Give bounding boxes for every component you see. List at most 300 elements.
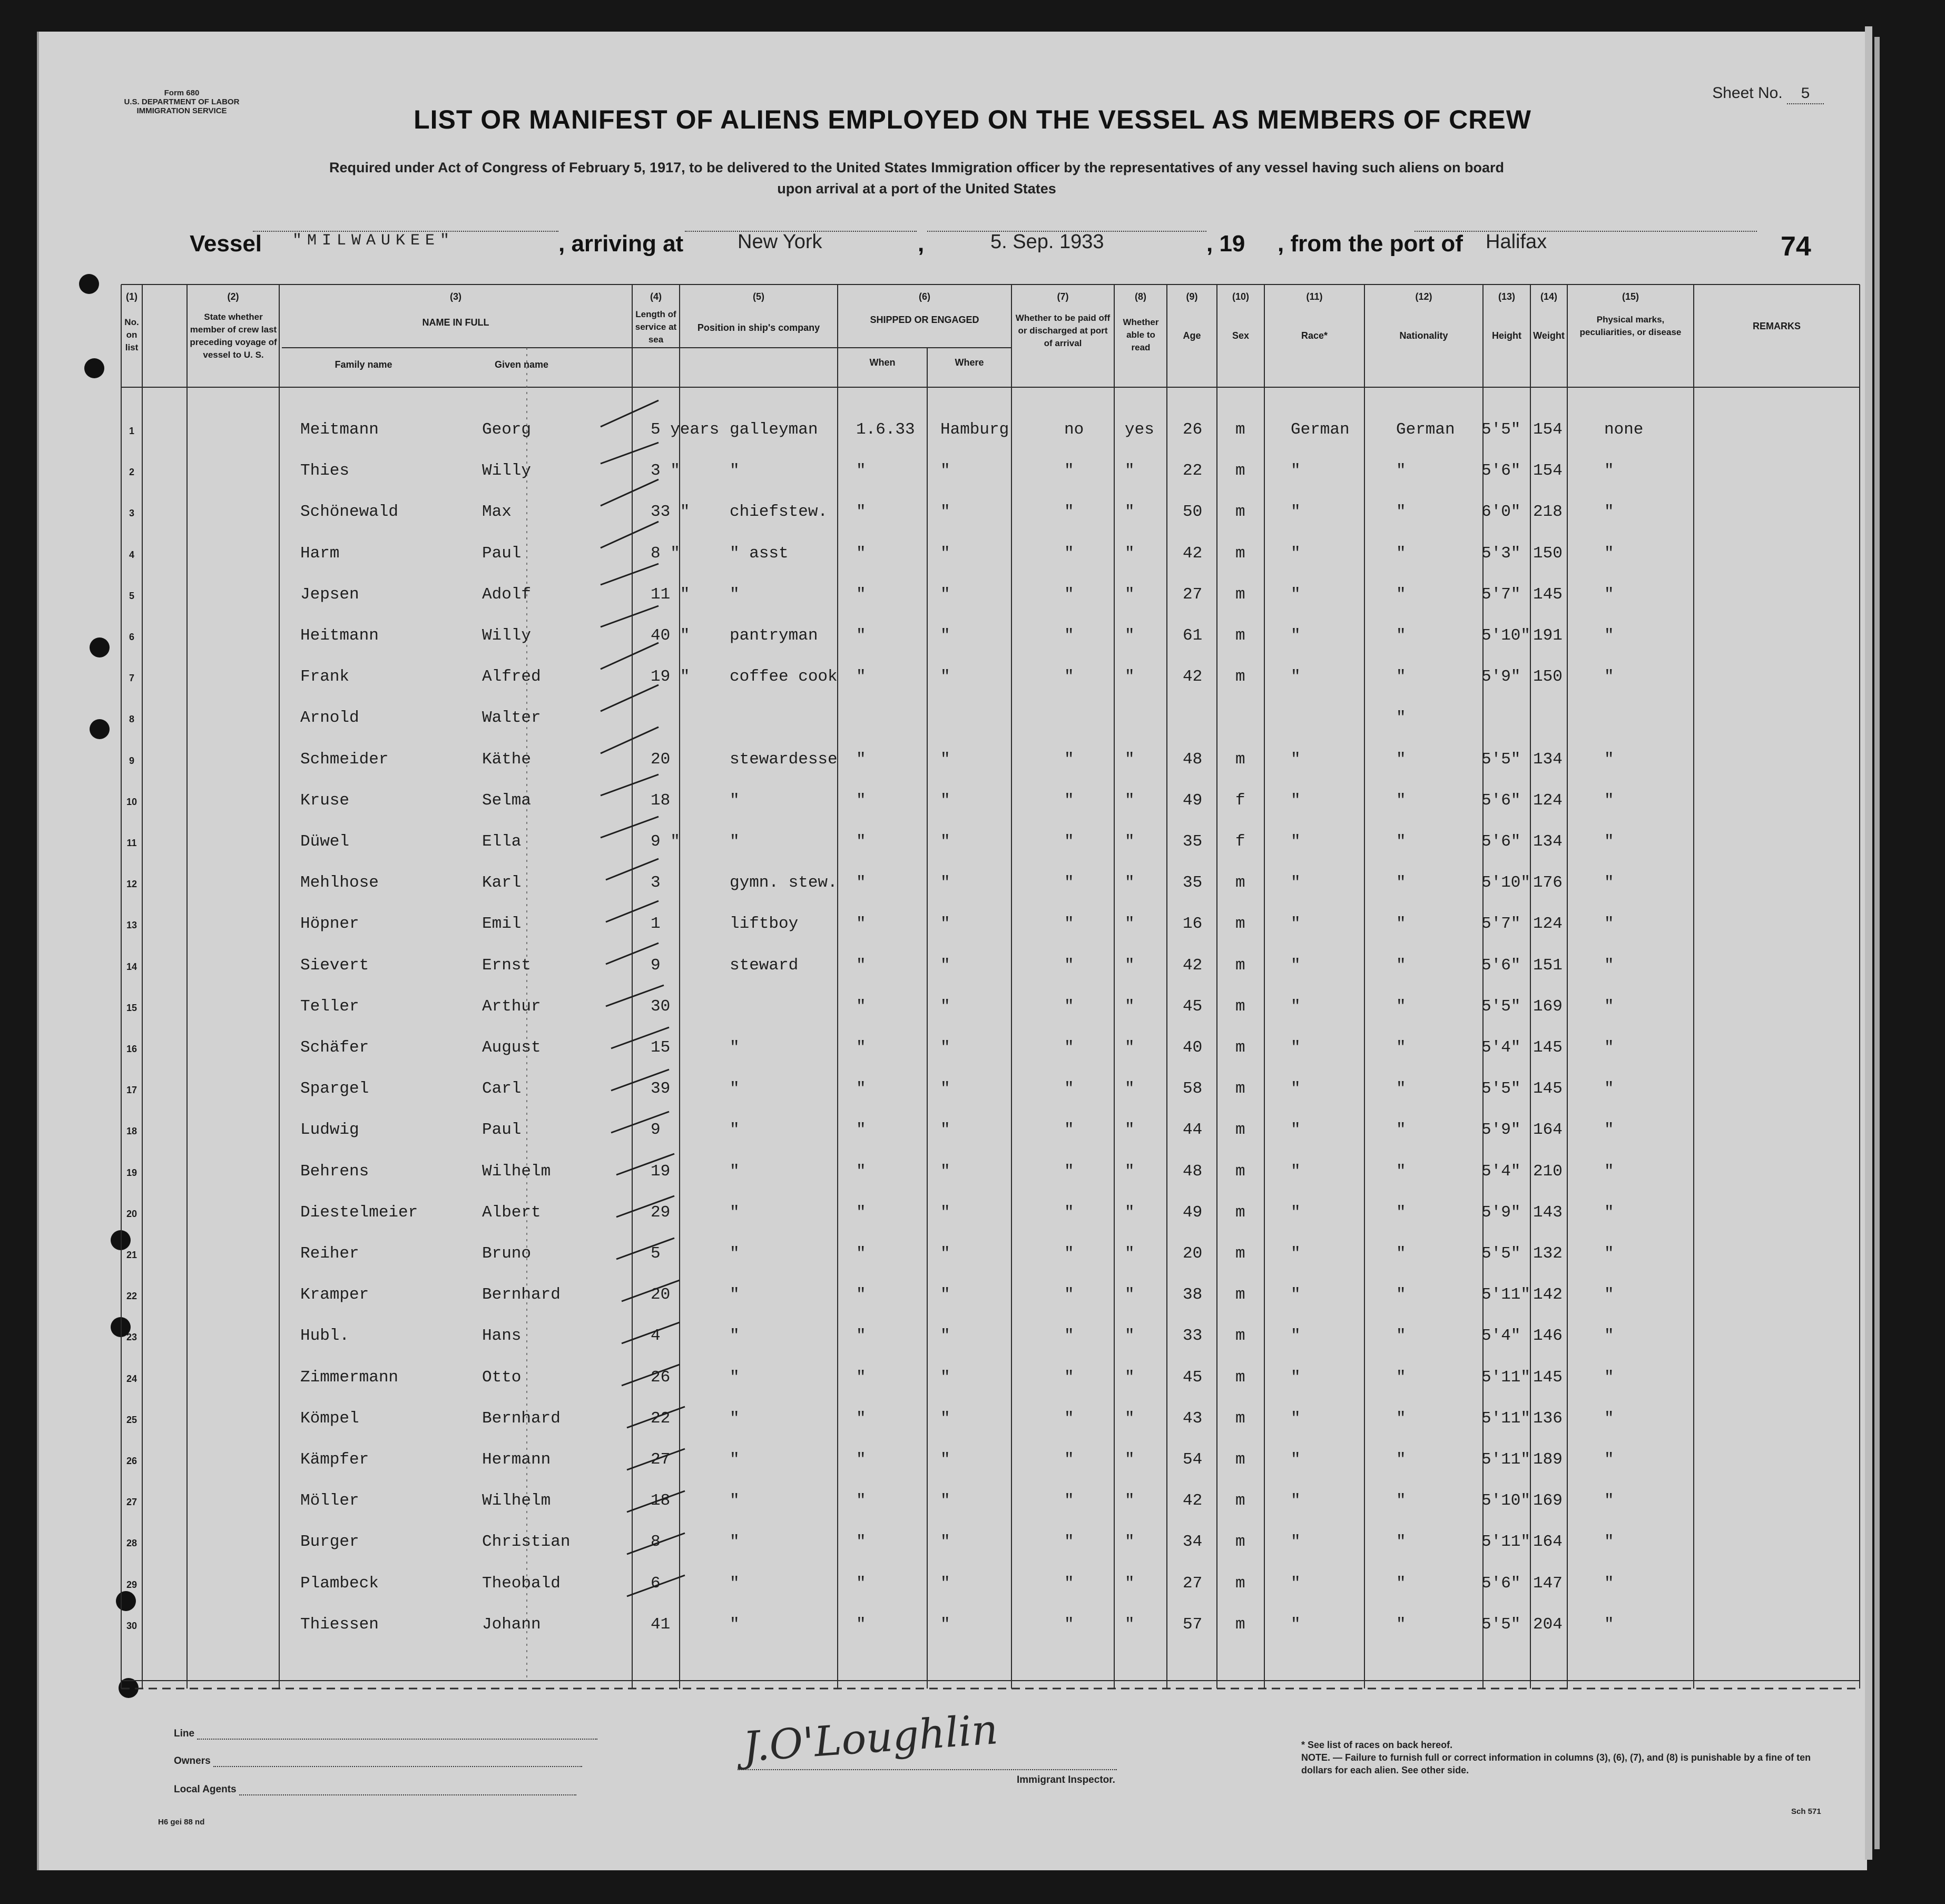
cell-when: " (856, 503, 866, 521)
cell-position: " (730, 1409, 740, 1428)
cell-when: " (856, 1409, 866, 1428)
cell-read: " (1125, 1327, 1135, 1345)
from-label: , from the port of (1278, 231, 1463, 257)
cell-given: Karl (482, 874, 522, 892)
cell-weight: 145 (1533, 585, 1563, 604)
cell-read: " (1125, 585, 1135, 604)
cell-paid-off: " (1064, 1203, 1074, 1222)
cell-given: Christian (482, 1533, 571, 1551)
cell-weight: 146 (1533, 1327, 1563, 1345)
cell-height: 5'3" (1481, 544, 1521, 563)
cell-position: " (730, 1574, 740, 1593)
cell-weight: 154 (1533, 462, 1563, 480)
cell-nationality: " (1396, 1409, 1406, 1428)
cell-where: " (940, 544, 950, 563)
cell-where: " (940, 1450, 950, 1469)
cell-when: " (856, 1079, 866, 1098)
cell-position: " (730, 462, 740, 480)
cell-sex: m (1235, 1368, 1245, 1387)
cell-where: " (940, 626, 950, 645)
cell-age: 45 (1183, 1368, 1203, 1387)
cell-when: " (856, 1491, 866, 1510)
cell-sex: m (1235, 1533, 1245, 1551)
cell-where: " (940, 1079, 950, 1098)
cell-sex: m (1235, 1574, 1245, 1593)
cell-position: pantryman (730, 626, 818, 645)
row-number: 23 (126, 1332, 137, 1342)
row-number: 12 (126, 879, 137, 889)
cell-age: 48 (1183, 750, 1203, 769)
cell-age: 16 (1183, 915, 1203, 933)
cell-sex: m (1235, 544, 1245, 563)
cell-paid-off: " (1064, 1533, 1074, 1551)
cell-service: 18 (651, 791, 671, 810)
cell-family: Behrens (300, 1162, 369, 1181)
cell-nationality: " (1396, 1203, 1406, 1222)
cell-service: 19 " (651, 668, 690, 686)
col-num-13: (13) (1498, 291, 1515, 302)
cell-service: 5 years (651, 420, 720, 439)
cell-position: " (730, 1038, 740, 1057)
col-num-9: (9) (1186, 291, 1198, 302)
cell-family: Schäfer (300, 1038, 369, 1057)
cell-sex: m (1235, 750, 1245, 769)
cell-sex: m (1235, 1327, 1245, 1345)
cell-where: " (940, 1038, 950, 1057)
cell-height: 5'6" (1481, 832, 1521, 851)
cell-weight: 150 (1533, 544, 1563, 563)
cell-where: Hamburg (940, 420, 1009, 439)
header-race: Race* (1301, 330, 1328, 341)
cell-race: " (1291, 750, 1301, 769)
cell-sex: m (1235, 1079, 1245, 1098)
cell-paid-off: " (1064, 1038, 1074, 1057)
cell-nationality: " (1396, 956, 1406, 975)
cell-sex: m (1235, 1409, 1245, 1428)
row-number: 20 (126, 1209, 137, 1219)
cell-service: 41 (651, 1615, 671, 1634)
cell-service: 15 (651, 1038, 671, 1057)
row-number: 28 (126, 1538, 137, 1548)
cell-marks: " (1604, 1327, 1614, 1345)
cell-race: " (1291, 832, 1301, 851)
cell-where: " (940, 1368, 950, 1387)
cell-family: Meitmann (300, 420, 379, 439)
cell-read: " (1125, 1615, 1135, 1634)
header-able-to-read: Whether able to read (1123, 317, 1159, 352)
cell-given: Käthe (482, 750, 532, 769)
cell-where: " (940, 1244, 950, 1263)
cell-height: 5'5" (1481, 1079, 1521, 1098)
cell-race: " (1291, 668, 1301, 686)
cell-age: 54 (1183, 1450, 1203, 1469)
cell-sex: f (1235, 832, 1245, 851)
row-number: 9 (129, 755, 134, 766)
cell-weight: 151 (1533, 956, 1563, 975)
line-dots (197, 1739, 597, 1740)
footer-notes (1301, 1739, 1828, 1777)
cell-nationality: " (1396, 1244, 1406, 1263)
cell-service: 20 (651, 750, 671, 769)
cell-paid-off: " (1064, 585, 1074, 604)
cell-race: " (1291, 1121, 1301, 1139)
department-name: U.S. DEPARTMENT OF LABOR (124, 97, 240, 106)
cell-position: " (730, 1327, 740, 1345)
cell-given: Georg (482, 420, 532, 439)
cell-when: " (856, 874, 866, 892)
cell-when: " (856, 832, 866, 851)
header-nationality: Nationality (1399, 330, 1448, 341)
cell-given: Carl (482, 1079, 522, 1098)
cell-sex: m (1235, 1203, 1245, 1222)
col-num-1: (1) (126, 291, 137, 302)
cell-given: Adolf (482, 585, 532, 604)
cell-where: " (940, 1285, 950, 1304)
comma-separator: , (918, 231, 925, 257)
cell-sex: m (1235, 420, 1245, 439)
cell-age: 42 (1183, 956, 1203, 975)
cell-nationality: " (1396, 1327, 1406, 1345)
cell-race: " (1291, 1203, 1301, 1222)
cell-read: " (1125, 503, 1135, 521)
cell-read: " (1125, 750, 1135, 769)
cell-nationality: " (1396, 1450, 1406, 1469)
cell-marks: " (1604, 1615, 1614, 1634)
cell-given: Ella (482, 832, 522, 851)
cell-when: " (856, 1368, 866, 1387)
cell-paid-off: " (1064, 1409, 1074, 1428)
cell-age: 33 (1183, 1327, 1203, 1345)
cell-age: 42 (1183, 1491, 1203, 1510)
cell-nationality: German (1396, 420, 1455, 439)
cell-height: 5'6" (1481, 462, 1521, 480)
cell-weight: 145 (1533, 1368, 1563, 1387)
cell-when: " (856, 956, 866, 975)
cell-when: " (856, 462, 866, 480)
cell-position: " (730, 585, 740, 604)
cell-when: " (856, 1615, 866, 1634)
cell-service: 40 " (651, 626, 690, 645)
cell-read: " (1125, 1203, 1135, 1222)
cell-paid-off: " (1064, 1162, 1074, 1181)
cell-height: 5'6" (1481, 1574, 1521, 1593)
cell-family: Plambeck (300, 1574, 379, 1593)
cell-where: " (940, 997, 950, 1016)
col-num-10: (10) (1232, 291, 1249, 302)
cell-race: " (1291, 874, 1301, 892)
cell-race: " (1291, 1409, 1301, 1428)
cell-age: 40 (1183, 1038, 1203, 1057)
cell-weight: 218 (1533, 503, 1563, 521)
cell-given: Paul (482, 1121, 522, 1139)
cell-race: " (1291, 1450, 1301, 1469)
cell-where: " (940, 1574, 950, 1593)
cell-race: " (1291, 915, 1301, 933)
cell-paid-off: " (1064, 750, 1074, 769)
row-number: 22 (126, 1291, 137, 1301)
header-no-on-list: No. on list (124, 317, 139, 352)
cell-given: Bruno (482, 1244, 532, 1263)
cell-height: 5'11" (1481, 1368, 1531, 1387)
row-number: 4 (129, 549, 134, 560)
cell-marks: " (1604, 1203, 1614, 1222)
cell-service: 20 (651, 1285, 671, 1304)
cell-race: " (1291, 1285, 1301, 1304)
cell-marks: " (1604, 626, 1614, 645)
row-number: 21 (126, 1250, 137, 1260)
cell-position: " (730, 1615, 740, 1634)
cell-when: " (856, 915, 866, 933)
cell-paid-off: " (1064, 956, 1074, 975)
cell-family: Kruse (300, 791, 350, 810)
cell-sex: m (1235, 1615, 1245, 1634)
cell-family: Höpner (300, 915, 359, 933)
cell-nationality: " (1396, 750, 1406, 769)
cell-read: " (1125, 544, 1135, 563)
cell-race: " (1291, 1615, 1301, 1634)
cell-read: " (1125, 626, 1135, 645)
row-number: 30 (126, 1621, 137, 1631)
cell-read: " (1125, 1491, 1135, 1510)
fine-note: NOTE. — Failure to furnish full or correct information in columns (3), (6), (7), and (8) is punishable by a fine of ten dollars for each alien. See other side. (1301, 1752, 1811, 1775)
cell-height: 5'9" (1481, 1203, 1521, 1222)
header-name-in-full: NAME IN FULL (422, 317, 489, 328)
cell-position: " (730, 832, 740, 851)
cell-paid-off: " (1064, 1368, 1074, 1387)
cell-where: " (940, 1121, 950, 1139)
cell-service: 5 (651, 1244, 661, 1263)
cell-where: " (940, 791, 950, 810)
cell-read: " (1125, 1079, 1135, 1098)
cell-position: " asst (730, 544, 789, 563)
cell-weight: 169 (1533, 997, 1563, 1016)
cell-service: 22 (651, 1409, 671, 1428)
cell-height: 5'6" (1481, 956, 1521, 975)
cell-given: Walter (482, 709, 541, 727)
cell-when: " (856, 1038, 866, 1057)
cell-race: " (1291, 503, 1301, 521)
cell-when: " (856, 791, 866, 810)
cell-where: " (940, 1615, 950, 1634)
col-num-12: (12) (1415, 291, 1432, 302)
cell-height: 5'6" (1481, 791, 1521, 810)
cell-position: " (730, 1121, 740, 1139)
row-number: 14 (126, 961, 137, 972)
cell-read: " (1125, 1450, 1135, 1469)
cell-family: Heitmann (300, 626, 379, 645)
cell-read: " (1125, 956, 1135, 975)
cell-age: 49 (1183, 1203, 1203, 1222)
cell-service: 11 " (651, 585, 690, 604)
cell-age: 20 (1183, 1244, 1203, 1263)
cell-weight: 150 (1533, 668, 1563, 686)
cell-given: August (482, 1038, 541, 1057)
cell-nationality: " (1396, 1491, 1406, 1510)
service-name: IMMIGRATION SERVICE (136, 106, 227, 115)
cell-weight: 204 (1533, 1615, 1563, 1634)
cell-sex: m (1235, 956, 1245, 975)
cell-sex: m (1235, 915, 1245, 933)
arriving-label: , arriving at (558, 231, 684, 257)
cell-weight: 145 (1533, 1079, 1563, 1098)
cell-height: 5'7" (1481, 915, 1521, 933)
cell-family: Düwel (300, 832, 350, 851)
cell-weight: 164 (1533, 1121, 1563, 1139)
cell-height: 5'5" (1481, 420, 1521, 439)
header-paid-off: Whether to be paid off or discharged at port of arrival (1015, 313, 1111, 348)
cell-read: " (1125, 915, 1135, 933)
cell-service: 27 (651, 1450, 671, 1469)
cell-weight: 189 (1533, 1450, 1563, 1469)
cell-nationality: " (1396, 1038, 1406, 1057)
cell-read: " (1125, 997, 1135, 1016)
cell-age: 22 (1183, 462, 1203, 480)
cell-position: " (730, 1368, 740, 1387)
cell-weight: 164 (1533, 1533, 1563, 1551)
cell-height: 5'5" (1481, 750, 1521, 769)
cell-given: Max (482, 503, 512, 521)
cell-race: " (1291, 544, 1301, 563)
cell-weight: 134 (1533, 832, 1563, 851)
cell-marks: " (1604, 462, 1614, 480)
cell-marks: " (1604, 1368, 1614, 1387)
cell-family: Reiher (300, 1244, 359, 1263)
cell-nationality: " (1396, 1285, 1406, 1304)
cell-position: " (730, 1450, 740, 1469)
cell-read: " (1125, 668, 1135, 686)
cell-read: " (1125, 874, 1135, 892)
header-remarks: REMARKS (1752, 321, 1801, 331)
cell-given: Ernst (482, 956, 532, 975)
header-service: Length of service at sea (635, 309, 677, 345)
cell-weight: 169 (1533, 1491, 1563, 1510)
cell-position: " (730, 1533, 740, 1551)
row-number: 1 (129, 426, 134, 436)
cell-service: 6 (651, 1574, 661, 1593)
row-number: 6 (129, 632, 134, 642)
cell-paid-off: " (1064, 1079, 1074, 1098)
cell-paid-off: " (1064, 1615, 1074, 1634)
cell-nationality: " (1396, 709, 1406, 727)
cell-race: " (1291, 462, 1301, 480)
row-number: 3 (129, 508, 134, 518)
cell-position: " (730, 1491, 740, 1510)
cell-where: " (940, 832, 950, 851)
cell-height: 5'4" (1481, 1327, 1521, 1345)
inspector-signature: J.O'Loughlin (741, 1706, 1000, 1771)
cell-paid-off: " (1064, 1450, 1074, 1469)
cell-race: " (1291, 585, 1301, 604)
cell-marks: " (1604, 503, 1614, 521)
row-number: 27 (126, 1497, 137, 1507)
cell-nationality: " (1396, 1121, 1406, 1139)
cell-position: steward (730, 956, 799, 975)
cell-paid-off: " (1064, 997, 1074, 1016)
cell-given: Alfred (482, 668, 541, 686)
cell-nationality: " (1396, 626, 1406, 645)
cell-sex: m (1235, 503, 1245, 521)
cell-marks: " (1604, 1285, 1614, 1304)
col-num-7: (7) (1057, 291, 1069, 302)
cell-age: 38 (1183, 1285, 1203, 1304)
cell-marks: " (1604, 1533, 1614, 1551)
vessel-name: "MILWAUKEE" (292, 232, 455, 250)
cell-marks: " (1604, 1409, 1614, 1428)
row-number: 7 (129, 673, 134, 683)
cell-position: " (730, 1285, 740, 1304)
row-number: 25 (126, 1415, 137, 1425)
cell-when: " (856, 1533, 866, 1551)
cell-when: " (856, 1162, 866, 1181)
cell-race: " (1291, 1491, 1301, 1510)
row-number: 10 (126, 797, 137, 807)
cell-height: 5'4" (1481, 1038, 1521, 1057)
cell-service: 9 (651, 1121, 661, 1139)
cell-when: " (856, 626, 866, 645)
footer-agents-field (174, 1784, 576, 1795)
cell-marks: " (1604, 832, 1614, 851)
cell-position: " (730, 1079, 740, 1098)
row-number: 16 (126, 1044, 137, 1054)
col-num-11: (11) (1306, 291, 1323, 302)
cell-read: " (1125, 1409, 1135, 1428)
cell-paid-off: " (1064, 915, 1074, 933)
cell-paid-off: " (1064, 1327, 1074, 1345)
cell-age: 49 (1183, 791, 1203, 810)
year-label: , 19 (1206, 231, 1245, 257)
cell-family: Möller (300, 1491, 359, 1510)
races-note: * See list of races on back hereof. (1301, 1740, 1453, 1750)
cell-nationality: " (1396, 874, 1406, 892)
cell-weight: 142 (1533, 1285, 1563, 1304)
cell-height: 5'10" (1481, 1491, 1531, 1510)
header-where: Where (955, 357, 984, 368)
cell-weight: 145 (1533, 1038, 1563, 1057)
cell-where: " (940, 1203, 950, 1222)
cell-weight: 143 (1533, 1203, 1563, 1222)
cell-service: 29 (651, 1203, 671, 1222)
arriving-at-value: New York (738, 231, 822, 253)
cell-sex: m (1235, 1244, 1245, 1263)
cell-sex: m (1235, 1285, 1245, 1304)
cell-family: Zimmermann (300, 1368, 399, 1387)
cell-marks: " (1604, 1079, 1614, 1098)
cell-marks: " (1604, 997, 1614, 1016)
print-code: H6 gei 88 nd (158, 1818, 205, 1827)
cell-when: " (856, 1203, 866, 1222)
cell-given: Selma (482, 791, 532, 810)
row-number: 13 (126, 920, 137, 930)
cell-read: " (1125, 1121, 1135, 1139)
cell-age: 44 (1183, 1121, 1203, 1139)
cell-marks: " (1604, 750, 1614, 769)
cell-read: " (1125, 832, 1135, 851)
row-number: 2 (129, 467, 134, 477)
cell-height: 5'11" (1481, 1409, 1531, 1428)
cell-race: " (1291, 956, 1301, 975)
cell-paid-off: " (1064, 503, 1074, 521)
header-height: Height (1492, 330, 1521, 341)
cell-weight: 210 (1533, 1162, 1563, 1181)
cell-height: 6'0" (1481, 503, 1521, 521)
cell-read: " (1125, 1038, 1135, 1057)
cell-nationality: " (1396, 503, 1406, 521)
cell-paid-off: " (1064, 832, 1074, 851)
cell-nationality: " (1396, 915, 1406, 933)
cell-paid-off: " (1064, 462, 1074, 480)
cell-paid-off: " (1064, 626, 1074, 645)
sheet-value: 5 (1787, 85, 1824, 104)
